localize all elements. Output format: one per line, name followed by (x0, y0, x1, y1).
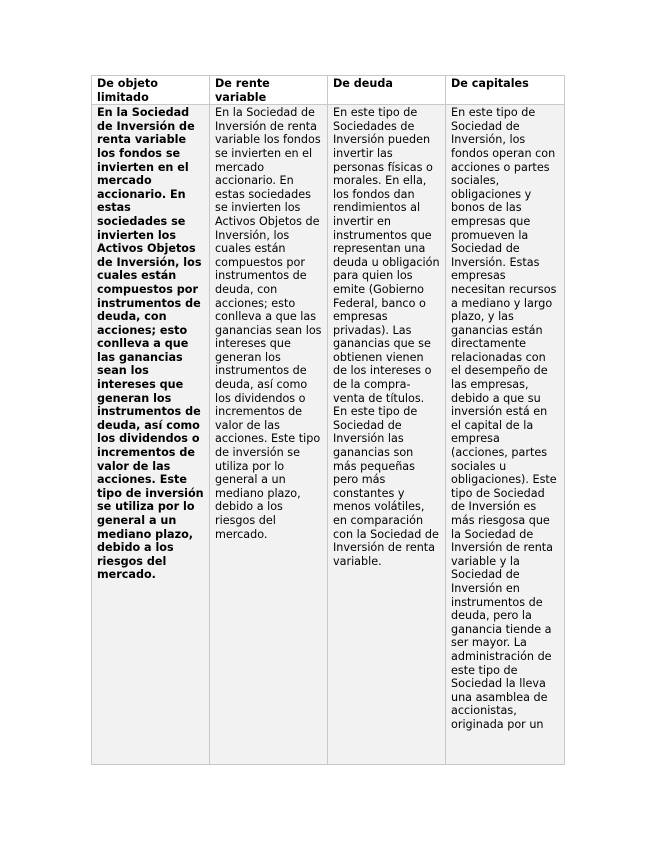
cell-renta-variable: En la Sociedad de Inversión de renta variable los fondos se invierten en el mercado accionario. En estas sociedades se invierten los Activos Objetos de Inversión, los cuales están compuestos por instrumentos de deuda, con acciones; esto conlleva a que las ganancias sean los intereses que generan los instrumentos de deuda, así como los dividendos o incrementos de valor de las acciones. Este tipo de inversión se utiliza por lo general a un mediano plazo, debido a los riesgos del mercado. (210, 105, 328, 765)
cell-objeto-limitado: En la Sociedad de Inversión de renta variable los fondos se invierten en el mercado accionario. En estas sociedades se invierten los Activos Objetos de Inversión, los cuales están compuestos por instrumentos de deuda, con acciones; esto conlleva a que las ganancias sean los intereses que generan los instrumentos de deuda, así como los dividendos o incrementos de valor de las acciones. Este tipo de inversión se utiliza por lo general a un mediano plazo, debido a los riesgos del mercado. (92, 105, 210, 765)
cell-capitales: En este tipo de Sociedad de Inversión, los fondos operan con acciones o partes sociales, obligaciones y bonos de las empresas que promueven la Sociedad de Inversión. Estas empresas necesitan recursos a mediano y largo plazo, y las ganancias están directamente relacionadas con el desempeño de las empresas, debido a que su inversión está en el capital de la empresa (acciones, partes sociales u obligaciones). Este tipo de Sociedad de Inversión es más riesgosa que la Sociedad de Inversión de renta variable y la Sociedad de Inversión en instrumentos de deuda, pero la ganancia tiende a ser mayor. La administración de este tipo de Sociedad la lleva una asamblea de accionistas, originada por un (446, 105, 565, 765)
header-capitales: De capitales (446, 76, 565, 105)
header-deuda: De deuda (328, 76, 446, 105)
cell-deuda: En este tipo de Sociedades de Inversión pueden invertir las personas físicas o morales. En ella, los fondos dan rendimientos al invertir en instrumentos que representan una deuda u obligación para quien los emite (Gobierno Federal, banco o empresas privadas). Las ganancias que se obtienen vienen de los intereses o de la compra-venta de títulos. En este tipo de Sociedad de Inversión las ganancias son más pequeñas pero más constantes y menos volátiles, en comparación con la Sociedad de Inversión de renta variable. (328, 105, 446, 765)
investment-types-table (91, 75, 565, 765)
header-objeto-limitado: De objeto limitado (92, 76, 210, 105)
table-row (92, 105, 565, 765)
table-header-row (92, 76, 565, 105)
header-renta-variable: De rente variable (210, 76, 328, 105)
